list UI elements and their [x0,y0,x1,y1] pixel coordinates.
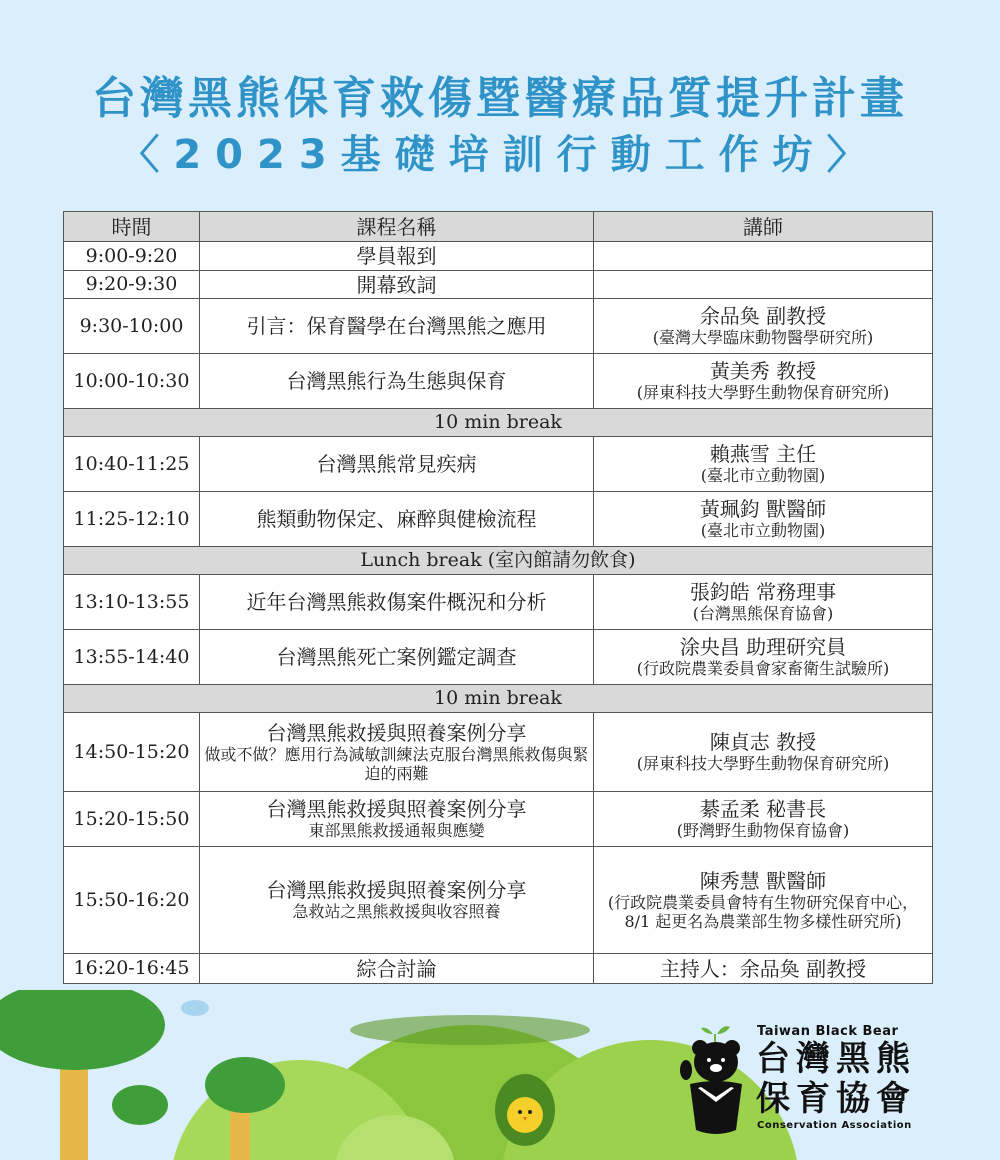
course-title: 台灣黑熊救援與照養案例分享 [266,720,527,745]
course-cell [200,954,594,984]
session-time: 13:10-13:55 [64,575,200,630]
course-cell [200,630,594,685]
session-time: 9:00-9:20 [64,242,200,271]
break-label: 10 min break [64,685,933,713]
instructor-affiliation: (臺北市立動物園) [700,466,826,486]
instructor-cell [594,575,933,630]
schedule-row [64,954,933,984]
session-time: 15:50-16:20 [64,847,200,954]
course-subtitle: 東部黑熊救援通報與應變 [308,821,485,841]
instructor-cell [594,437,933,492]
instructor-affiliation: (行政院農業委員會特有生物研究保育中心，8/1 起更名為農業部生物多樣性研究所) [607,892,919,931]
course-title: 台灣黑熊死亡案例鑑定調查 [276,645,517,669]
break-row [64,547,933,575]
schedule-row [64,437,933,492]
course-cell [200,299,594,354]
break-row [64,409,933,437]
instructor-name: 黃美秀 教授 [709,359,817,384]
instructor-affiliation: (屏東科技大學野生動物保育研究所) [636,754,890,774]
course-cell [200,242,594,271]
instructor-cell [594,630,933,685]
schedule-row [64,242,933,271]
course-cell [200,437,594,492]
instructor-affiliation: (野灣野生動物保育協會) [676,821,850,841]
instructor-cell [594,354,933,409]
session-time: 9:30-10:00 [64,299,200,354]
schedule-row [64,575,933,630]
session-time: 13:55-14:40 [64,630,200,685]
course-title: 台灣黑熊行為生態與保育 [286,369,507,393]
course-cell [200,271,594,299]
course-cell [200,354,594,409]
instructor-cell [594,713,933,792]
instructor-name: 主持人：余品奐 副教授 [659,956,867,981]
instructor-name: 張鈞皓 常務理事 [689,580,837,605]
instructor-cell [594,242,933,271]
instructor-cell [594,299,933,354]
page-subtitle: 〈2023基礎培訓行動工作坊〉 [119,132,881,178]
instructor-affiliation: (臺北市立動物園) [700,521,826,541]
header-course: 課程名稱 [200,212,594,242]
course-title: 近年台灣黑熊救傷案件概況和分析 [246,590,547,614]
instructor-affiliation: (行政院農業委員會家畜衛生試驗所) [636,659,890,679]
course-cell [200,713,594,792]
course-title: 熊類動物保定、麻醉與健檢流程 [256,507,537,531]
schedule-row [64,847,933,954]
course-title: 引言：保育醫學在台灣黑熊之應用 [246,314,547,338]
session-time: 14:50-15:20 [64,713,200,792]
schedule-row [64,792,933,847]
session-time: 16:20-16:45 [64,954,200,984]
header-instructor: 講師 [594,212,933,242]
course-subtitle: 做或不做？應用行為減敏訓練法克服台灣黑熊救傷與緊迫的兩難 [204,744,589,783]
instructor-affiliation: (臺灣大學臨床動物醫學研究所) [652,328,874,348]
course-title: 台灣黑熊救援與照養案例分享 [266,797,527,822]
table-header-row [64,212,933,242]
break-label: 10 min break [64,409,933,437]
instructor-name: 陳貞志 教授 [709,730,817,755]
session-time: 9:20-9:30 [64,271,200,299]
schedule-row [64,271,933,299]
logo-chinese-line2: 保育協會 [756,1079,916,1119]
header-time: 時間 [64,212,200,242]
instructor-cell [594,492,933,547]
instructor-name: 綦孟柔 秘書長 [699,797,827,822]
schedule-row [64,492,933,547]
schedule-row [64,713,933,792]
course-cell [200,847,594,954]
schedule-body [64,242,933,984]
instructor-cell [594,954,933,984]
logo-chinese-line1: 台灣黑熊 [756,1039,916,1079]
instructor-name: 陳秀慧 獸醫師 [699,868,827,893]
chick-icon [495,1074,555,1146]
instructor-affiliation: (台灣黑熊保育協會) [692,604,834,624]
course-cell [200,792,594,847]
instructor-name: 余品奐 副教授 [699,304,827,329]
schedule-row [64,630,933,685]
bear-logo-icon [680,1018,752,1136]
course-title: 學員報到 [356,244,437,268]
schedule-row [64,354,933,409]
course-title: 台灣黑熊常見疾病 [316,452,477,476]
course-cell [200,575,594,630]
break-row [64,685,933,713]
instructor-cell [594,792,933,847]
instructor-affiliation: (屏東科技大學野生動物保育研究所) [636,383,890,403]
instructor-name: 黃珮鈞 獸醫師 [699,497,827,522]
session-time: 15:20-15:50 [64,792,200,847]
instructor-name: 賴燕雪 主任 [709,442,817,467]
session-time: 10:40-11:25 [64,437,200,492]
course-title: 綜合討論 [356,956,437,981]
instructor-cell [594,847,933,954]
schedule-row [64,299,933,354]
instructor-name: 涂央昌 助理研究員 [679,635,847,660]
course-title: 台灣黑熊救援與照養案例分享 [266,878,527,903]
session-time: 11:25-12:10 [64,492,200,547]
session-time: 10:00-10:30 [64,354,200,409]
page-title: 台灣黑熊保育救傷暨醫療品質提升計畫 [92,73,908,124]
course-subtitle: 急救站之黑熊救援與收容照養 [292,902,501,922]
schedule-table [63,211,933,984]
logo-english-top: Taiwan Black Bear [757,1024,899,1039]
logo-english-bottom: Conservation Association [757,1120,912,1131]
course-title: 開幕致詞 [356,272,437,297]
break-label: Lunch break (室內館請勿飲食) [64,547,933,575]
instructor-cell [594,271,933,299]
course-cell [200,492,594,547]
